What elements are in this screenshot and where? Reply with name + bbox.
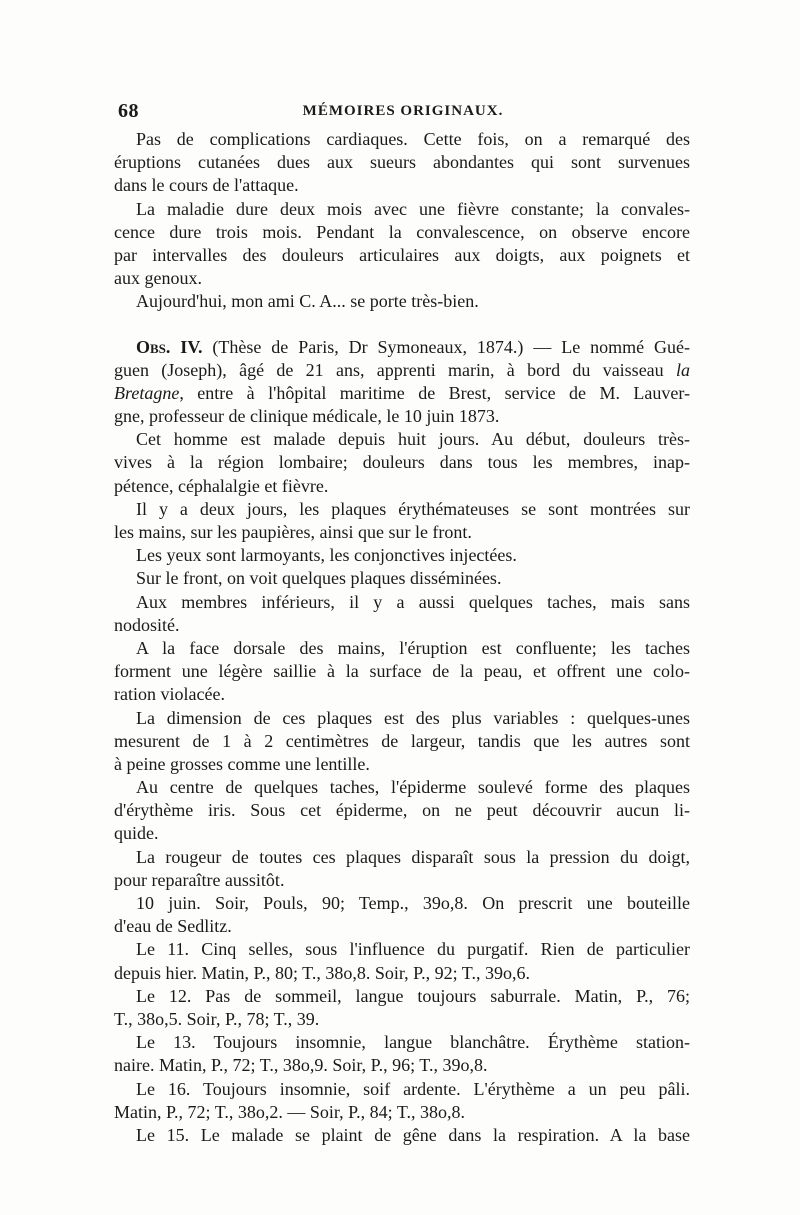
text-line: Cet homme est malade depuis huit jours. Au début, douleurs très- bbox=[136, 429, 690, 450]
text-line: T., 38o,5. Soir, P., 78; T., 39. bbox=[114, 1008, 320, 1029]
text-line: A la face dorsale des mains, l'éruption est confluente; les taches bbox=[136, 637, 690, 658]
text-line: éruptions cutanées dues aux sueurs abondantes qui sont survenues bbox=[114, 152, 690, 173]
page-header bbox=[118, 100, 688, 130]
text-line-content: guen (Joseph), âgé de 21 ans, apprenti marin, à bord du vaisseau bbox=[114, 359, 664, 380]
text-line: Il y a deux jours, les plaques érythémateuses se sont montrées sur bbox=[136, 498, 690, 519]
paragraph bbox=[114, 938, 690, 984]
text-line: Aujourd'hui, mon ami C. A... se porte très-bien. bbox=[136, 291, 479, 312]
text-line: vives à la région lombaire; douleurs dans tous les membres, inap- bbox=[114, 452, 690, 473]
text-line: Au centre de quelques taches, l'épiderme soulevé forme des plaques bbox=[136, 777, 690, 798]
text-line bbox=[114, 336, 690, 359]
text-line: Le 12. Pas de sommeil, langue toujours saburrale. Matin, P., 76; bbox=[136, 985, 690, 1006]
text-line: aux genoux. bbox=[114, 268, 202, 289]
ship-name: Bretagne bbox=[114, 382, 180, 403]
text-line: depuis hier. Matin, P., 80; T., 38o,8. Soir, P., 92; T., 39o,6. bbox=[114, 962, 530, 983]
text-line: Bretagne, entre à l'hôpital maritime de Brest, service de M. Lauver- bbox=[114, 382, 690, 403]
paragraph-gap bbox=[114, 314, 690, 336]
text-line: Le 15. Le malade se plaint de gêne dans la respiration. A la base bbox=[136, 1124, 690, 1145]
paragraph bbox=[114, 128, 690, 198]
paragraph bbox=[114, 707, 690, 777]
paragraph bbox=[114, 846, 690, 892]
text-line: naire. Matin, P., 72; T., 38o,9. Soir, P., 96; T., 39o,8. bbox=[114, 1055, 488, 1076]
text-line: La dimension de ces plaques est des plus variables : quelques-unes bbox=[136, 707, 690, 728]
paragraph bbox=[114, 1124, 690, 1147]
text-line: gne, professeur de clinique médicale, le 10 juin 1873. bbox=[114, 406, 500, 427]
text-line: d'eau de Sedlitz. bbox=[114, 916, 232, 937]
text-line: Le 16. Toujours insomnie, soif ardente. L'érythème a un peu pâli. bbox=[136, 1078, 690, 1099]
text-line: Matin, P., 72; T., 38o,2. — Soir, P., 84; T., 38o,8. bbox=[114, 1101, 465, 1122]
text-line: cence dure trois mois. Pendant la convalescence, on observe encore bbox=[114, 221, 690, 242]
observation-paragraph bbox=[114, 336, 690, 429]
text-line: quide. bbox=[114, 823, 159, 844]
paragraph bbox=[114, 892, 690, 938]
text-line: ration violacée. bbox=[114, 684, 225, 705]
paragraph bbox=[114, 1031, 690, 1077]
paragraph bbox=[114, 498, 690, 544]
text-line: pétence, céphalalgie et fièvre. bbox=[114, 475, 329, 496]
text-line: Sur le front, on voit quelques plaques disséminées. bbox=[136, 568, 502, 589]
paragraph bbox=[114, 985, 690, 1031]
paragraph bbox=[114, 428, 690, 498]
text-line-content: (Thèse de Paris, Dr Symoneaux, 1874.) — Le nommé Gué- bbox=[212, 336, 691, 357]
text-line: d'érythème iris. Sous cet épiderme, on ne peut découvrir aucun li- bbox=[114, 800, 690, 821]
text-line: Les yeux sont larmoyants, les conjonctives injectées. bbox=[136, 545, 517, 566]
text-line: pour reparaître aussitôt. bbox=[114, 869, 285, 890]
text-line: mesurent de 1 à 2 centimètres de largeur, tandis que les autres sont bbox=[114, 730, 690, 751]
paragraph bbox=[114, 544, 690, 567]
paragraph bbox=[114, 198, 690, 291]
body-text bbox=[114, 128, 690, 1147]
paragraph bbox=[114, 776, 690, 846]
text-line: les mains, sur les paupières, ainsi que sur le front. bbox=[114, 522, 472, 542]
paragraph bbox=[114, 591, 690, 637]
paragraph bbox=[114, 290, 690, 313]
text-line: par intervalles des douleurs articulaires aux doigts, aux poignets et bbox=[114, 244, 690, 265]
text-line: à peine grosses comme une lentille. bbox=[114, 753, 370, 774]
text-line: Aux membres inférieurs, il y a aussi quelques taches, mais sans bbox=[136, 591, 690, 612]
text-line: La maladie dure deux mois avec une fièvre constante; la convales- bbox=[136, 198, 690, 219]
text-line: La rougeur de toutes ces plaques disparaît sous la pression du doigt, bbox=[136, 846, 690, 867]
paragraph bbox=[114, 637, 690, 707]
paragraph bbox=[114, 567, 690, 590]
text-line: Pas de complications cardiaques. Cette fois, on a remarqué des bbox=[136, 129, 690, 149]
text-line: dans le cours de l'attaque. bbox=[114, 175, 299, 196]
text-line: nodosité. bbox=[114, 614, 180, 635]
text-line: forment une légère saillie à la surface de la peau, et offrent une colo- bbox=[114, 661, 690, 682]
page-number: 68 bbox=[118, 100, 139, 122]
running-title: MÉMOIRES ORIGINAUX. bbox=[302, 103, 504, 119]
paragraph bbox=[114, 1078, 690, 1124]
text-line bbox=[114, 359, 690, 382]
text-line: Le 11. Cinq selles, sous l'influence du purgatif. Rien de particulier bbox=[136, 939, 690, 960]
ship-prefix: la bbox=[675, 359, 690, 380]
text-line: 10 juin. Soir, Pouls, 90; Temp., 39o,8. On prescrit une bouteille bbox=[136, 893, 690, 913]
observation-label: Obs. IV. bbox=[136, 336, 203, 357]
text-line: Le 13. Toujours insomnie, langue blanchâtre. Érythème station- bbox=[136, 1032, 690, 1053]
